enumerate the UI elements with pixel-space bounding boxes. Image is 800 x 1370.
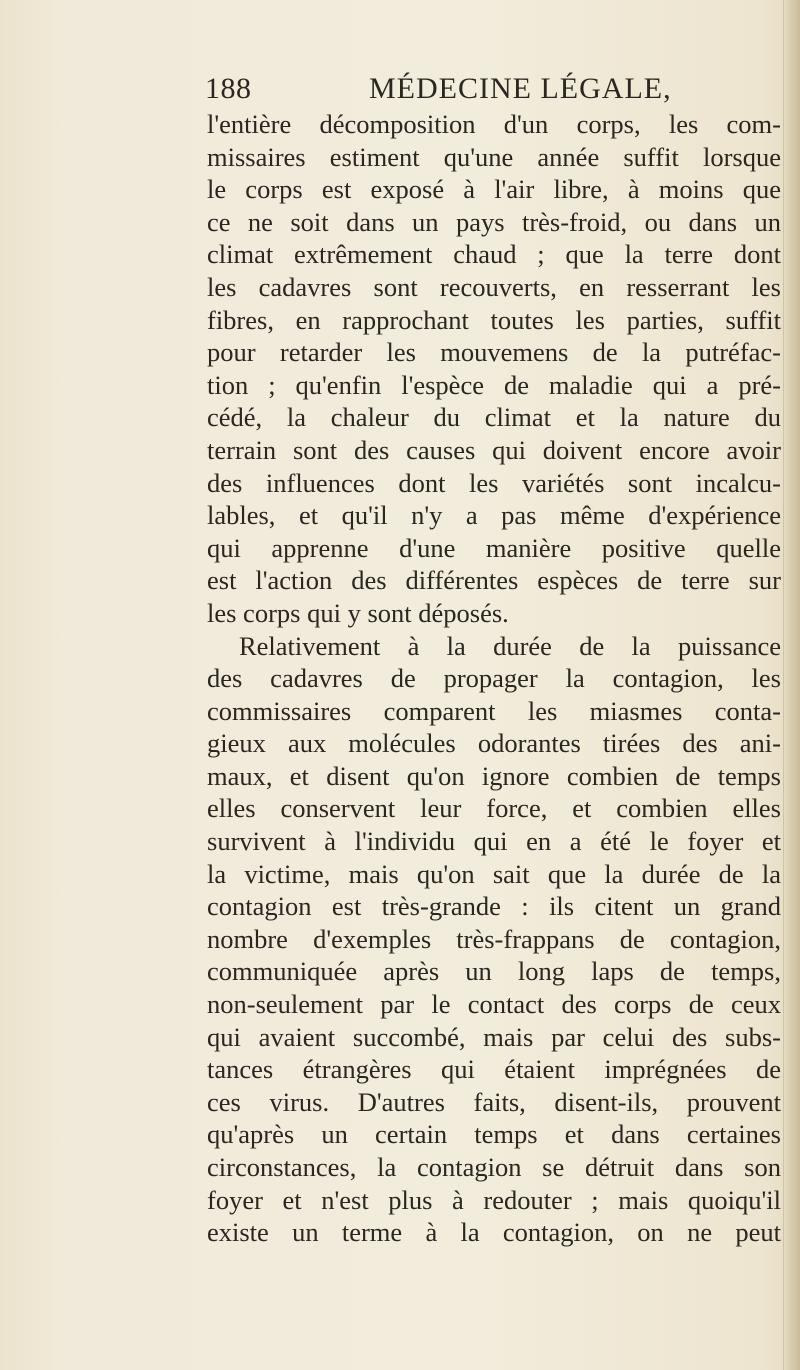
text-line: communiquée après un long laps de temps,	[207, 956, 781, 987]
body-text	[207, 108, 781, 1249]
text-line: la victime, mais qu'on sait que la durée de la	[207, 858, 781, 889]
text-line: pour retarder les mouvemens de la putréfac-	[207, 337, 781, 368]
text-line: non-seulement par le contact des corps de ceux	[207, 989, 781, 1020]
text-line: cédé, la chaleur du climat et la nature du	[207, 402, 781, 433]
text-line: lables, et qu'il n'y a pas même d'expérience	[207, 500, 781, 531]
text-line: missaires estiment qu'une année suffit lorsque	[207, 141, 781, 172]
text-line: le corps est exposé à l'air libre, à moins que	[207, 174, 781, 205]
text-line: elles conservent leur force, et combien elles	[207, 793, 781, 824]
text-line: foyer et n'est plus à redouter ; mais quoiqu'il	[207, 1184, 781, 1215]
text-line: gieux aux molécules odorantes tirées des ani-	[207, 728, 781, 759]
text-line: est l'action des différentes espèces de terre sur	[207, 565, 781, 596]
text-line: commissaires comparent les miasmes conta-	[207, 695, 781, 726]
running-title: MÉDECINE LÉGALE,	[369, 72, 672, 105]
text-line: l'entière décomposition d'un corps, les com-	[207, 109, 781, 139]
text-line: des cadavres de propager la contagion, les	[207, 663, 781, 694]
text-line: qu'après un certain temps et dans certaines	[207, 1119, 781, 1150]
text-line: existe un terme à la contagion, on ne peut	[207, 1217, 781, 1248]
page-binding-edge	[783, 0, 800, 1370]
paragraph-end-line: les corps qui y sont déposés.	[207, 597, 509, 628]
text-line: circonstances, la contagion se détruit dans son	[207, 1152, 781, 1182]
text-line: fibres, en rapprochant toutes les parties, suffit	[207, 304, 781, 335]
text-line: climat extrêmement chaud ; que la terre dont	[207, 239, 781, 270]
text-line: qui apprenne d'une manière positive quelle	[207, 532, 781, 563]
text-line: contagion est très-grande : ils citent un grand	[207, 891, 781, 922]
text-line: des influences dont les variétés sont incalcu-	[207, 467, 781, 498]
text-line: survivent à l'individu qui en a été le foyer et	[207, 826, 781, 857]
text-line: ces virus. D'autres faits, disent-ils, prouvent	[207, 1086, 781, 1117]
text-line: les cadavres sont recouverts, en resserrant les	[207, 271, 781, 302]
text-line: ce ne soit dans un pays très-froid, ou dans un	[207, 206, 781, 237]
text-line: qui avaient succombé, mais par celui des subs-	[207, 1021, 781, 1052]
text-line: tion ; qu'enfin l'espèce de maladie qui a pré-	[207, 369, 781, 400]
text-line: terrain sont des causes qui doivent encore avoir	[207, 434, 781, 465]
text-line: maux, et disent qu'on ignore combien de temps	[207, 760, 781, 791]
text-line: nombre d'exemples très-frappans de contagion,	[207, 923, 781, 954]
page-header	[205, 72, 785, 108]
page-number: 188	[205, 72, 252, 105]
text-line: tances étrangères qui étaient imprégnées de	[207, 1054, 781, 1085]
paragraph-start-line: Relativement à la durée de la puissance	[239, 630, 781, 661]
